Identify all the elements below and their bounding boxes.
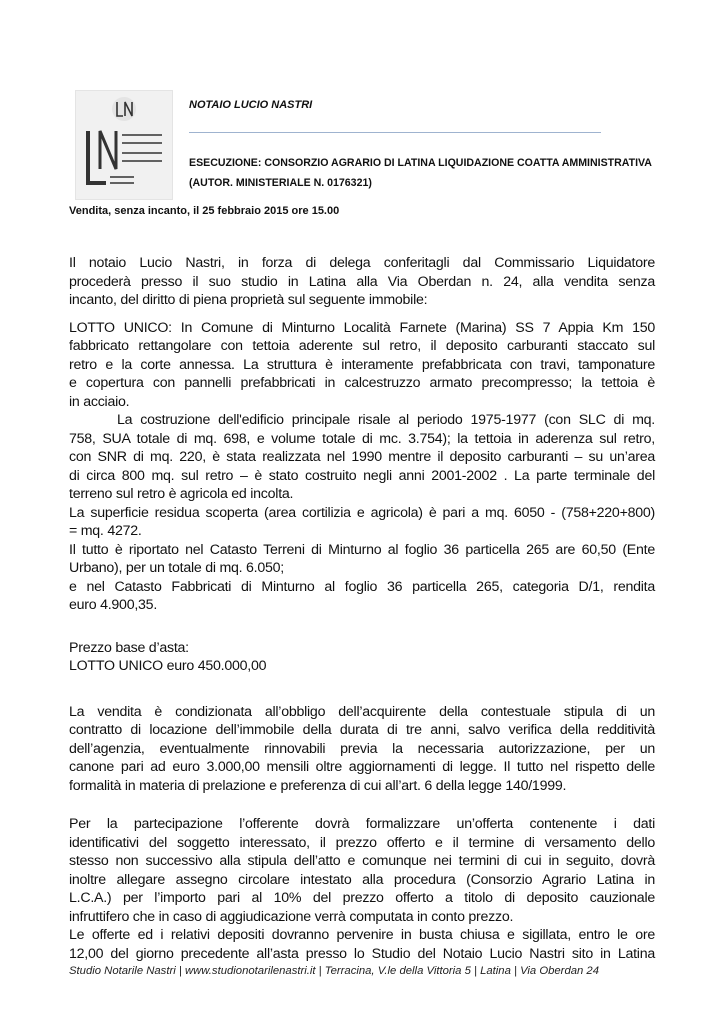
paragraph [69, 411, 655, 504]
notary-logo-image [76, 91, 172, 199]
text-line: e copertura con pannelli prefabbricati in calcestruzzo armato precompresso; la tettoia è [69, 375, 655, 391]
text-line: terreno sul retro è agricola ed incolta. [69, 486, 294, 502]
text-line: formalità in materia di prelazione e preferenza di cui all’art. 6 della legge 140/1999. [69, 777, 567, 794]
text-line: e nel Catasto Fabbricati di Minturno al foglio 36 particella 265, categoria D/1, rendita [69, 578, 655, 595]
authorization-line: (AUTOR. MINISTERIALE N. 0176321) [189, 177, 372, 189]
text-line: LOTTO UNICO euro 450.000,00 [69, 658, 267, 674]
notary-name: NOTAIO LUCIO NASTRI [189, 99, 313, 111]
text-line: Prezzo base d’asta: [69, 639, 189, 656]
text-line: canone pari ad euro 3.000,00 mensili oltre aggiornamenti di legge. Il tutto nel rispetto delle [69, 759, 655, 775]
paragraph [69, 319, 655, 412]
text-line: incanto, del diritto di piena proprietà sul seguente immobile: [69, 292, 428, 308]
text-line: inoltre allegare assegno circolare intestato alla procedura (Consorzio Agrario Latina in [69, 871, 655, 888]
text-line: La superficie residua scoperta (area cortilizia e agricola) è pari a mq. 6050 - (758+220+800) [69, 504, 655, 521]
paragraph [69, 504, 655, 541]
text-line: Il tutto è riportato nel Catasto Terreni di Minturno al foglio 36 particella 265 are 60,50 (Ente [69, 541, 655, 558]
text-line: = mq. 4272. [69, 523, 142, 539]
paragraph [69, 578, 655, 615]
text-line: in acciaio. [69, 393, 130, 410]
paragraph [69, 703, 655, 796]
paragraph [69, 926, 655, 963]
text-line: 758, SUA totale di mq. 698, e volume totale di mc. 3.754); la tettoia in aderenza sul retro, [69, 430, 655, 447]
text-line: Il notaio Lucio Nastri, in forza di delega conferitagli dal Commissario Liquidatore [69, 255, 655, 271]
text-line: La vendita è condizionata all’obbligo dell’acquirente della contestuale stipula di un [69, 703, 655, 720]
text-line: retro e la corte annessa. La struttura è interamente prefabbricata con travi, tamponature [69, 356, 655, 373]
text-line: di circa 800 mq. sul retro – è stato costruito negli anni 2001-2002 . La parte terminale del [69, 467, 655, 484]
paragraph [69, 639, 655, 658]
procedure-title-line: ESECUZIONE: CONSORZIO AGRARIO DI LATINA LIQUIDAZIONE COATTA AMMINISTRATIVA [189, 157, 652, 169]
text-line: dell’agenzia, eventualmente rinnovabili previa la necessaria autorizzazione, per un [69, 740, 655, 757]
text-line: L.C.A.) per l’importo pari al 10% del prezzo offerto a titolo di deposito cauzionale [69, 890, 655, 906]
page-footer: Studio Notarile Nastri | www.studionotarilenastri.it | Terracina, V.le della Vittoria 5 | Latina | Via Oberdan 24 [69, 965, 599, 977]
text-line: identificativi del soggetto interessato, il prezzo offerto e il termine di versamento dello [69, 834, 655, 851]
text-line: stesso non successivo alla stipula dell’atto e comunque nei termini di cui in seguito, dovrà [69, 853, 655, 869]
text-line: infruttifero che in caso di aggiudicazione verrà computata in conto prezzo. [69, 908, 514, 925]
text-line: fabbricato rettangolare con tettoia aderente sul retro, il deposito carburanti staccato sul [69, 338, 655, 354]
text-line: 12,00 del giorno precedente all’asta presso lo Studio del Notaio Lucio Nastri sito in Latina [69, 945, 655, 962]
text-line: procederà presso il suo studio in Latina alla Via Oberdan n. 24, alla vendita senza [69, 273, 655, 290]
text-line: euro 4.900,35. [69, 597, 158, 613]
text-line: La costruzione dell'edificio principale risale al periodo 1975-1977 (con SLC di mq. [117, 412, 655, 428]
document-body [69, 254, 655, 963]
sale-date-line: Vendita, senza incanto, il 25 febbraio 2015 ore 15.00 [69, 205, 340, 217]
text-line: Le offerte ed i relativi depositi dovranno pervenire in busta chiusa e sigillata, entro le ore [69, 927, 655, 943]
header-divider [189, 132, 601, 133]
text-line: LOTTO UNICO: In Comune di Minturno Località Farnete (Marina) SS 7 Appia Km 150 [69, 319, 655, 336]
text-line: Urbano), per un totale di mq. 6.050; [69, 560, 284, 576]
text-line: con SNR di mq. 220, è stata realizzata nel 1990 mentre il deposito carburanti – su un’area [69, 449, 655, 465]
procedure-title [189, 153, 652, 193]
paragraph [69, 254, 655, 310]
paragraph [69, 815, 655, 926]
text-line: Per la partecipazione l’offerente dovrà formalizzare un’offerta contenente i dati [69, 816, 655, 832]
text-line: contratto di locazione dell’immobile della durata di tre anni, salvo verifica della redditività [69, 722, 655, 738]
notary-logo [75, 90, 173, 200]
paragraph [69, 541, 655, 578]
paragraph [69, 657, 655, 676]
